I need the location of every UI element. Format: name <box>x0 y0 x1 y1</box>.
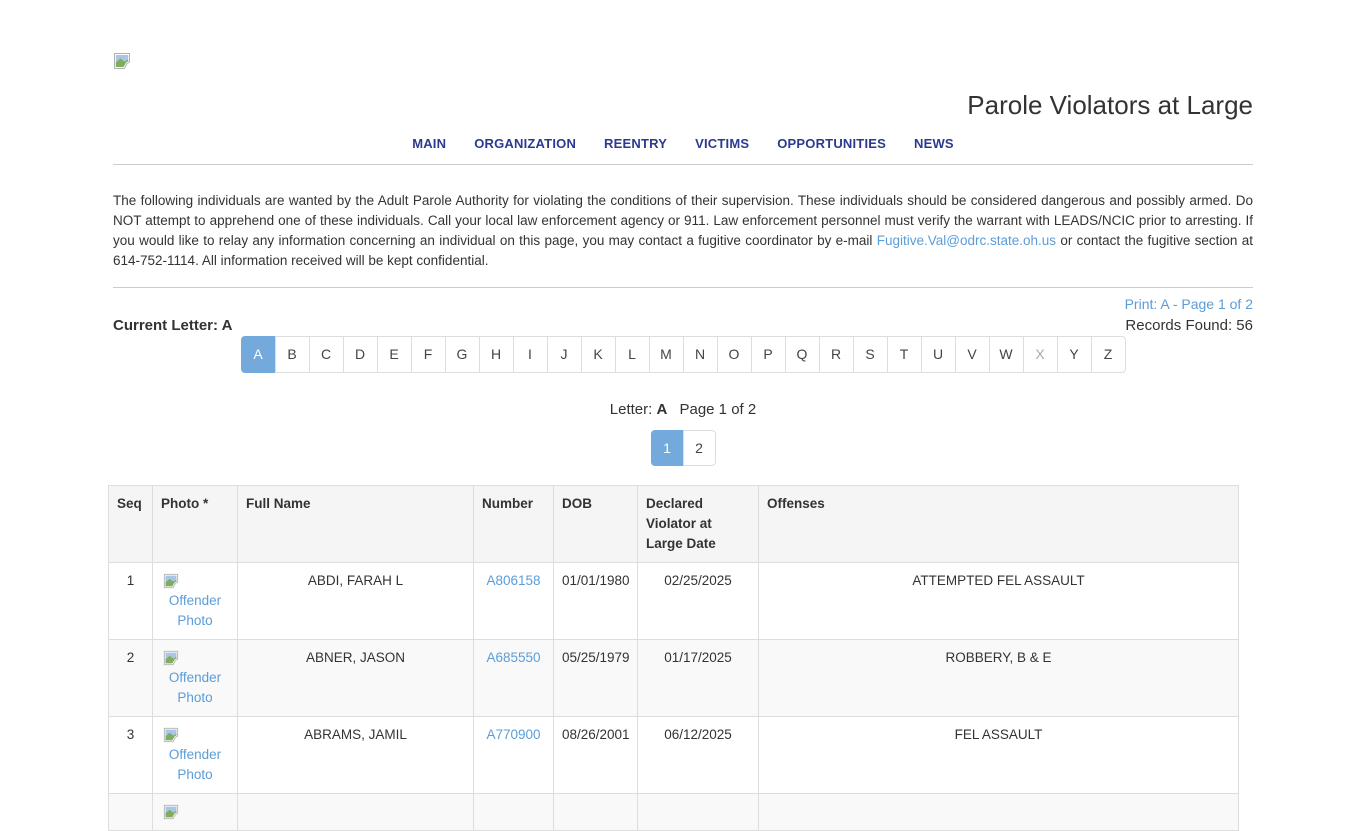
warning-text-after: or contact the fugitive section at 614-752-1114. All information received will be kept confidential. <box>113 233 1253 268</box>
site-logo <box>113 0 1253 70</box>
nav-item-organization[interactable]: ORGANIZATION <box>474 136 577 151</box>
page-button-1[interactable]: 1 <box>651 430 684 466</box>
warning-paragraph <box>113 191 1253 271</box>
offender-number-link[interactable]: A685550 <box>486 650 541 665</box>
letter-button-r[interactable]: R <box>819 336 854 373</box>
letter-button-t[interactable]: T <box>887 336 922 373</box>
table-row <box>109 717 1239 794</box>
photo-cell <box>153 640 238 717</box>
table-body <box>109 563 1239 831</box>
declared-date-cell: 01/17/2025 <box>638 640 759 717</box>
header-offenses: Offenses <box>759 486 1239 563</box>
broken-image-icon <box>113 52 1253 70</box>
header-dob: DOB <box>554 486 638 563</box>
offender-number-link[interactable]: A806158 <box>486 573 541 588</box>
dob-cell: 08/26/2001 <box>554 717 638 794</box>
broken-image-icon <box>163 573 179 589</box>
table-row <box>109 640 1239 717</box>
number-cell <box>474 717 554 794</box>
letter-status-letter: A <box>656 401 668 418</box>
nav-item-victims[interactable]: VICTIMS <box>695 136 750 151</box>
letter-button-h[interactable]: H <box>479 336 514 373</box>
fugitive-email-link[interactable]: Fugitive.Val@odrc.state.oh.us <box>876 233 1057 248</box>
offender-photo-link[interactable] <box>161 650 229 708</box>
letter-button-z[interactable]: Z <box>1091 336 1126 373</box>
offenses-cell: ROBBERY, B & E <box>759 640 1239 717</box>
letter-button-q[interactable]: Q <box>785 336 820 373</box>
broken-image-icon <box>163 650 179 666</box>
letter-button-v[interactable]: V <box>955 336 990 373</box>
letter-button-n[interactable]: N <box>683 336 718 373</box>
letter-status-suffix: Page 1 of 2 <box>679 401 757 418</box>
letter-button-s[interactable]: S <box>853 336 888 373</box>
letter-button-b[interactable]: B <box>275 336 310 373</box>
header-full-name: Full Name <box>238 486 474 563</box>
broken-image-icon <box>163 727 179 743</box>
nav-item-opportunities[interactable]: OPPORTUNITIES <box>777 136 886 151</box>
offenders-table <box>108 485 1239 831</box>
meta-row <box>113 317 1253 334</box>
full-name-cell: ABRAMS, JAMIL <box>238 717 474 794</box>
header-seq: Seq <box>109 486 153 563</box>
full-name-cell: ABNER, JASON <box>238 640 474 717</box>
dob-cell: 01/01/1980 <box>554 563 638 640</box>
offenses-cell <box>759 794 1239 831</box>
offender-photo-link[interactable] <box>161 727 229 785</box>
seq-cell: 1 <box>109 563 153 640</box>
print-row <box>113 297 1253 312</box>
letter-button-g[interactable]: G <box>445 336 480 373</box>
letter-button-f[interactable]: F <box>411 336 446 373</box>
letter-button-l[interactable]: L <box>615 336 650 373</box>
divider-top <box>113 164 1253 165</box>
letter-button-w[interactable]: W <box>989 336 1024 373</box>
photo-cell <box>153 794 238 831</box>
letter-page-status <box>113 402 1253 418</box>
broken-image-icon <box>163 804 179 820</box>
page-container <box>113 0 1253 831</box>
header-number: Number <box>474 486 554 563</box>
letter-button-p[interactable]: P <box>751 336 786 373</box>
dob-cell <box>554 794 638 831</box>
records-found-label: Records Found: 56 <box>1125 317 1253 334</box>
page-pagination <box>113 430 1253 466</box>
photo-cell <box>153 717 238 794</box>
offender-photo-link[interactable] <box>161 573 229 631</box>
letter-button-j[interactable]: J <box>547 336 582 373</box>
dob-cell: 05/25/1979 <box>554 640 638 717</box>
nav-item-news[interactable]: NEWS <box>914 136 954 151</box>
declared-date-cell <box>638 794 759 831</box>
letter-button-x: X <box>1023 336 1058 373</box>
full-name-cell <box>238 794 474 831</box>
header-declared-date: Declared Violator at Large Date <box>638 486 759 563</box>
divider-bottom <box>113 287 1253 288</box>
current-letter-label: Current Letter: A <box>113 317 233 334</box>
page-title: Parole Violators at Large <box>967 90 1253 120</box>
letter-pagination <box>113 336 1253 373</box>
offender-photo-alt-text: Offender Photo <box>168 747 222 782</box>
declared-date-cell: 02/25/2025 <box>638 563 759 640</box>
offender-photo-link[interactable] <box>161 804 229 820</box>
declared-date-cell: 06/12/2025 <box>638 717 759 794</box>
number-cell <box>474 640 554 717</box>
letter-button-c[interactable]: C <box>309 336 344 373</box>
seq-cell: 3 <box>109 717 153 794</box>
full-name-cell: ABDI, FARAH L <box>238 563 474 640</box>
letter-button-m[interactable]: M <box>649 336 684 373</box>
photo-cell <box>153 563 238 640</box>
header-photo: Photo * <box>153 486 238 563</box>
offenses-cell: ATTEMPTED FEL ASSAULT <box>759 563 1239 640</box>
letter-button-u[interactable]: U <box>921 336 956 373</box>
letter-button-k[interactable]: K <box>581 336 616 373</box>
offenses-cell: FEL ASSAULT <box>759 717 1239 794</box>
nav-item-reentry[interactable]: REENTRY <box>604 136 668 151</box>
letter-button-y[interactable]: Y <box>1057 336 1092 373</box>
letter-button-i[interactable]: I <box>513 336 548 373</box>
seq-cell: 2 <box>109 640 153 717</box>
offender-number-link[interactable]: A770900 <box>486 727 541 742</box>
table-row <box>109 794 1239 831</box>
letter-button-e[interactable]: E <box>377 336 412 373</box>
number-cell <box>474 794 554 831</box>
offender-photo-alt-text: Offender Photo <box>168 670 222 705</box>
nav-item-main[interactable]: MAIN <box>412 136 447 151</box>
offender-photo-alt-text: Offender Photo <box>168 593 222 628</box>
table-row <box>109 563 1239 640</box>
page-button-2[interactable]: 2 <box>683 430 716 466</box>
warning-text-before: The following individuals are wanted by the Adult Parole Authority for violating the conditions of their supervision. These individuals should be considered dangerous and possibly armed. Do NOT attempt to apprehend one of these individuals. Call your local law enforcement agency or 911. Law enforcement personnel must verify the warrant with LEADS/NCIC prior to arresting. If you would like to relay any information concerning an individual on this page, you may contact a fugitive coordinator by e-mail <box>113 193 1253 248</box>
main-nav <box>113 136 1253 151</box>
print-link[interactable]: Print: A - Page 1 of 2 <box>1124 296 1253 312</box>
table-header <box>109 486 1239 563</box>
letter-button-d[interactable]: D <box>343 336 378 373</box>
letter-button-o[interactable]: O <box>717 336 752 373</box>
seq-cell <box>109 794 153 831</box>
number-cell <box>474 563 554 640</box>
letter-button-a[interactable]: A <box>241 336 276 373</box>
letter-status-prefix: Letter: <box>609 401 653 418</box>
